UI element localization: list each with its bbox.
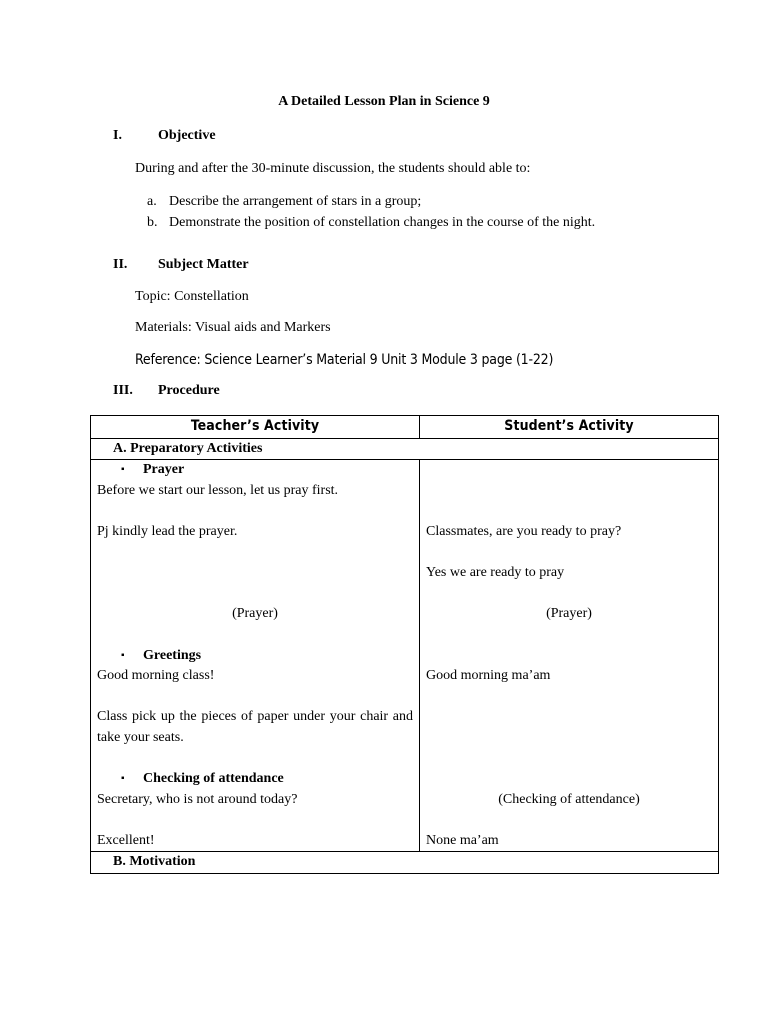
section-b-label: B. Motivation (91, 852, 719, 874)
greetings-heading-line (97, 646, 413, 667)
materials-line: Materials: Visual aids and Markers (135, 320, 331, 335)
teacher-line: Class pick up the pieces of paper under your chair and take your seats. (97, 709, 413, 745)
student-line: Classmates, are you ready to pray? (426, 523, 622, 539)
bullet-icon: ▪ (121, 649, 125, 661)
teacher-activity-cell (91, 460, 420, 852)
student-line: None ma’am (426, 832, 499, 848)
objective-item-text: Demonstrate the position of constellation changes in the course of the night. (169, 215, 596, 230)
procedure-numeral: III. (113, 383, 133, 398)
attendance-heading: Checking of attendance (143, 771, 284, 787)
prayer-heading: Prayer (143, 462, 185, 478)
teacher-line: Good morning class! (97, 668, 215, 684)
greetings-heading: Greetings (143, 647, 202, 663)
objective-numeral: I. (113, 128, 122, 143)
objective-item-text: Describe the arrangement of stars in a group; (169, 194, 422, 209)
student-column-header: Student’s Activity (420, 416, 719, 439)
student-action: (Checking of attendance) (498, 791, 640, 807)
document-title: A Detailed Lesson Plan in Science 9 (278, 94, 490, 109)
teacher-line: Secretary, who is not around today? (97, 791, 298, 807)
bullet-icon: ▪ (121, 773, 125, 785)
teacher-line: Excellent! (97, 832, 155, 848)
subject-matter-numeral: II. (113, 257, 128, 272)
procedure-table (90, 415, 719, 874)
section-a-label: A. Preparatory Activities (91, 438, 719, 460)
teacher-line: Before we start our lesson, let us pray first. (97, 482, 339, 498)
teacher-action: (Prayer) (232, 606, 278, 622)
teacher-column-header: Teacher’s Activity (91, 416, 420, 439)
bullet-icon: ▪ (121, 464, 125, 476)
student-action: (Prayer) (546, 606, 592, 622)
prayer-heading-line (97, 460, 413, 481)
topic-line: Topic: Constellation (135, 289, 249, 304)
procedure-heading: Procedure (158, 383, 220, 398)
table-section-row (91, 438, 719, 460)
subject-matter-heading: Subject Matter (158, 257, 249, 272)
student-line: Yes we are ready to pray (426, 565, 565, 581)
table-header-row (91, 416, 719, 439)
objective-intro: During and after the 30-minute discussion, the students should able to: (135, 161, 531, 176)
table-section-row (91, 852, 719, 874)
student-line: Good morning ma’am (426, 668, 551, 684)
teacher-line: Pj kindly lead the prayer. (97, 523, 238, 539)
student-activity-cell (420, 460, 719, 852)
reference-line: Reference: Science Learner’s Material 9 Unit 3 Module 3 page (1-22) (135, 352, 554, 368)
objective-heading: Objective (158, 128, 216, 143)
table-row (91, 460, 719, 852)
attendance-heading-line (97, 769, 413, 790)
objective-item-marker: b. (147, 215, 158, 230)
objective-item-marker: a. (147, 194, 157, 209)
